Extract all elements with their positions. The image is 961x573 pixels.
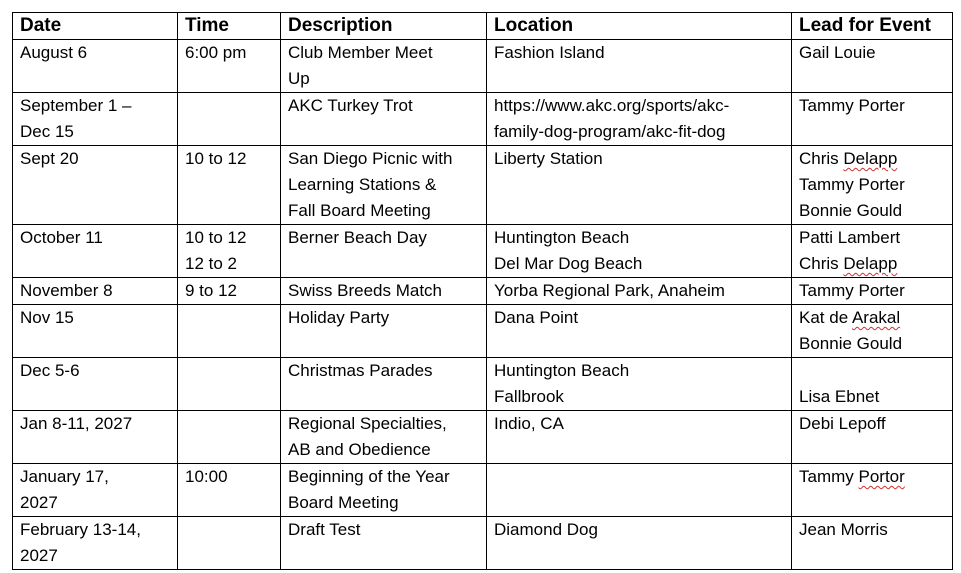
cell-location: [487, 40, 792, 93]
cell-line: Learning Stations &: [288, 175, 437, 194]
cell-line: Bonnie Gould: [799, 334, 903, 353]
cell-line: [185, 517, 280, 543]
cell-line: Gail Louie: [799, 43, 876, 62]
cell-line: January 17,: [20, 467, 109, 486]
cell-line: Tammy Porter: [799, 175, 905, 194]
cell-line: Nov 15: [20, 308, 74, 327]
cell-description: [281, 93, 487, 146]
cell-line: Chris Delapp: [799, 254, 898, 273]
cell-time: [178, 93, 281, 146]
cell-lead: [792, 93, 953, 146]
table-row: [13, 93, 953, 146]
cell-location: [487, 464, 792, 517]
cell-line: Up: [288, 69, 310, 88]
header-time: Time: [178, 13, 281, 40]
spellcheck-underline: Delapp: [843, 254, 898, 273]
cell-line: Draft Test: [288, 520, 361, 539]
cell-line: Board Meeting: [288, 493, 399, 512]
header-lead: Lead for Event: [792, 13, 953, 40]
cell-line: [799, 358, 952, 384]
cell-lead: [792, 517, 953, 570]
cell-line: [185, 305, 280, 331]
cell-location: [487, 517, 792, 570]
header-description: Description: [281, 13, 487, 40]
table-row: [13, 517, 953, 570]
cell-line: Regional Specialties,: [288, 414, 447, 433]
cell-description: [281, 358, 487, 411]
cell-location: [487, 358, 792, 411]
cell-line: Chris Delapp: [799, 149, 898, 168]
cell-lead: [792, 305, 953, 358]
cell-line: Liberty Station: [494, 149, 603, 168]
cell-lead: [792, 146, 953, 225]
cell-time: [178, 146, 281, 225]
cell-date: [13, 40, 178, 93]
cell-line: Huntington Beach: [494, 361, 630, 380]
cell-line: Dec 5-6: [20, 361, 80, 380]
cell-description: [281, 464, 487, 517]
cell-line: Del Mar Dog Beach: [494, 254, 643, 273]
cell-line: February 13-14,: [20, 520, 141, 539]
cell-line: Fallbrook: [494, 387, 564, 406]
cell-line: 9 to 12: [185, 281, 237, 300]
cell-time: [178, 305, 281, 358]
cell-time: [178, 358, 281, 411]
cell-location: [487, 93, 792, 146]
cell-time: [178, 278, 281, 305]
cell-lead: [792, 225, 953, 278]
cell-location: [487, 146, 792, 225]
cell-lead: [792, 40, 953, 93]
spellcheck-underline: Arakal: [851, 308, 901, 327]
cell-line: [185, 358, 280, 384]
cell-line: 10 to 12: [185, 149, 247, 168]
cell-line: October 11: [20, 228, 103, 247]
cell-date: [13, 146, 178, 225]
cell-date: [13, 278, 178, 305]
cell-description: [281, 411, 487, 464]
cell-location: [487, 278, 792, 305]
table-row: [13, 278, 953, 305]
cell-date: [13, 464, 178, 517]
cell-line: Sept 20: [20, 149, 79, 168]
table-row: [13, 358, 953, 411]
cell-line: Fashion Island: [494, 43, 605, 62]
cell-line: Dana Point: [494, 308, 579, 327]
cell-time: [178, 517, 281, 570]
cell-line: AB and Obedience: [288, 440, 431, 459]
cell-line: 12 to 2: [185, 254, 237, 273]
cell-line: family-dog-program/akc-fit-dog: [494, 122, 726, 141]
header-row: [13, 13, 953, 40]
table-row: [13, 305, 953, 358]
spellcheck-underline: Delapp: [843, 149, 898, 168]
table-row: [13, 411, 953, 464]
cell-line: Tammy Porter: [799, 96, 905, 115]
cell-line: Jean Morris: [799, 520, 888, 539]
cell-lead: [792, 278, 953, 305]
cell-line: [494, 464, 791, 490]
cell-line: Yorba Regional Park, Anaheim: [494, 281, 725, 300]
cell-description: [281, 40, 487, 93]
cell-line: 2027: [20, 493, 58, 512]
cell-time: [178, 225, 281, 278]
cell-line: Holiday Party: [288, 308, 390, 327]
cell-line: https://www.akc.org/sports/akc-: [494, 96, 730, 115]
cell-date: [13, 93, 178, 146]
header-location: Location: [487, 13, 792, 40]
events-body: [13, 40, 953, 570]
cell-line: San Diego Picnic with: [288, 149, 453, 168]
cell-line: Lisa Ebnet: [799, 387, 880, 406]
cell-line: 6:00 pm: [185, 43, 247, 62]
cell-line: Huntington Beach: [494, 228, 630, 247]
cell-time: [178, 40, 281, 93]
spellcheck-underline: Portor: [858, 467, 905, 486]
events-table: [12, 12, 953, 570]
cell-line: Kat de Arakal: [799, 308, 901, 327]
cell-line: [185, 411, 280, 437]
table-row: [13, 464, 953, 517]
cell-description: [281, 517, 487, 570]
cell-line: Christmas Parades: [288, 361, 433, 380]
cell-line: 10:00: [185, 467, 228, 486]
cell-date: [13, 225, 178, 278]
cell-date: [13, 305, 178, 358]
cell-line: Patti Lambert: [799, 228, 901, 247]
cell-line: Bonnie Gould: [799, 201, 903, 220]
cell-lead: [792, 411, 953, 464]
cell-description: [281, 146, 487, 225]
cell-description: [281, 305, 487, 358]
table-row: [13, 40, 953, 93]
cell-line: [185, 93, 280, 119]
cell-line: Diamond Dog: [494, 520, 598, 539]
cell-line: Jan 8-11, 2027: [20, 414, 133, 433]
cell-line: Fall Board Meeting: [288, 201, 431, 220]
cell-date: [13, 411, 178, 464]
cell-line: Club Member Meet: [288, 43, 433, 62]
cell-description: [281, 225, 487, 278]
cell-line: Tammy Portor: [799, 467, 905, 486]
cell-date: [13, 358, 178, 411]
cell-line: Indio, CA: [494, 414, 564, 433]
cell-line: AKC Turkey Trot: [288, 96, 413, 115]
cell-lead: [792, 464, 953, 517]
table-row: [13, 225, 953, 278]
cell-line: Beginning of the Year: [288, 467, 450, 486]
cell-location: [487, 225, 792, 278]
table-row: [13, 146, 953, 225]
cell-time: [178, 411, 281, 464]
header-date: Date: [13, 13, 178, 40]
cell-line: Berner Beach Day: [288, 228, 427, 247]
cell-line: Debi Lepoff: [799, 414, 886, 433]
cell-description: [281, 278, 487, 305]
cell-line: 10 to 12: [185, 228, 247, 247]
cell-lead: [792, 358, 953, 411]
cell-location: [487, 305, 792, 358]
cell-line: November 8: [20, 281, 113, 300]
cell-line: Dec 15: [20, 122, 74, 141]
cell-line: Swiss Breeds Match: [288, 281, 442, 300]
cell-time: [178, 464, 281, 517]
cell-line: Tammy Porter: [799, 281, 905, 300]
cell-date: [13, 517, 178, 570]
cell-line: 2027: [20, 546, 58, 565]
cell-line: August 6: [20, 43, 88, 62]
cell-location: [487, 411, 792, 464]
cell-line: September 1 –: [20, 96, 132, 115]
